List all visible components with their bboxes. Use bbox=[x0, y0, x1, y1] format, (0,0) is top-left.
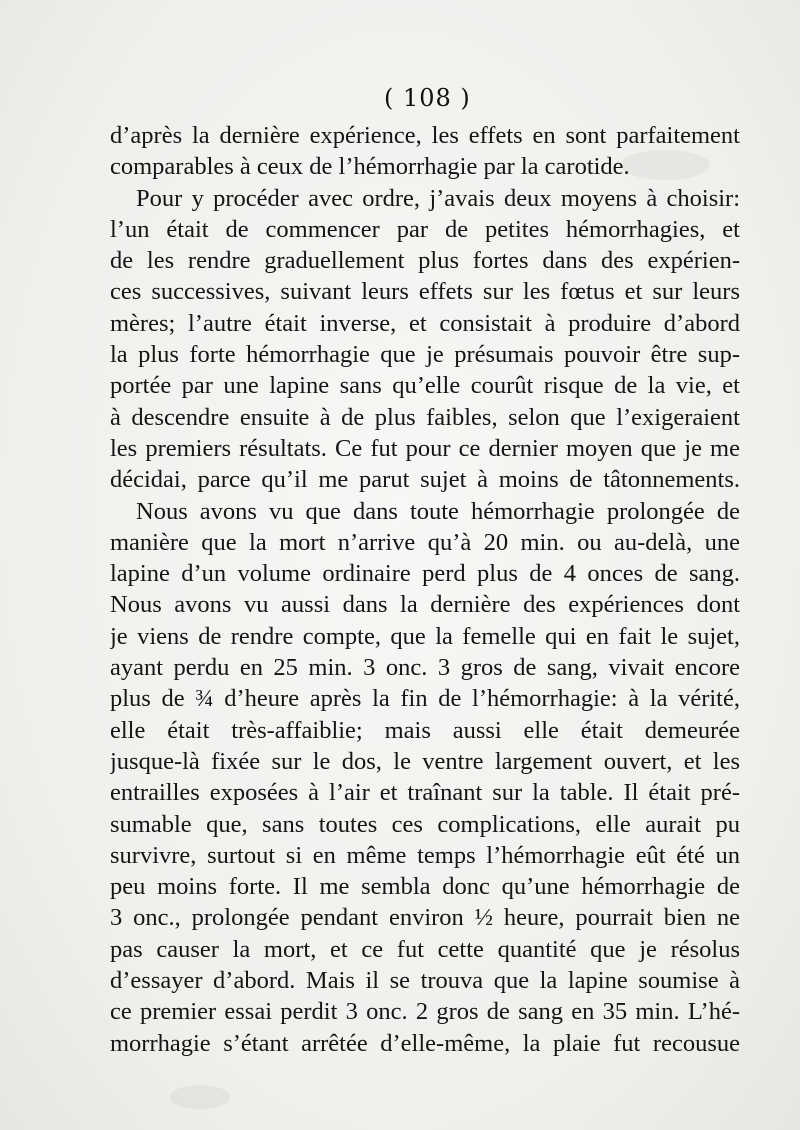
text-line: la plus forte hémorrhagie que je présumais pouvoir être sup- bbox=[110, 341, 740, 369]
text-line: ce premier essai perdit 3 onc. 2 gros de sang en 35 min. L’hé- bbox=[110, 998, 740, 1026]
text-line: survivre, surtout si en même temps l’hémorrhagie eût été un bbox=[110, 841, 740, 869]
text-line: l’un était de commencer par de petites hémorrhagies, et bbox=[110, 215, 740, 243]
text-line: manière que la mort n’arrive qu’à 20 min. ou au-delà, une bbox=[110, 528, 740, 556]
text-line: pas causer la mort, et ce fut cette quantité que je résolus bbox=[110, 935, 740, 963]
text-line: sumable que, sans toutes ces complications, elle aurait pu bbox=[110, 810, 740, 838]
text-line: décidai, parce qu’il me parut sujet à moins de tâtonnements. bbox=[110, 466, 740, 494]
text-line: mères; l’autre était inverse, et consistait à produire d’abord bbox=[110, 309, 740, 337]
text-line: d’après la dernière expérience, les effets en sont parfaitement bbox=[110, 122, 740, 149]
text-line: morrhagie s’étant arrêtée d’elle-même, la plaie fut recousue bbox=[110, 1029, 740, 1057]
text-line: ces successives, suivant leurs effets sur les fœtus et sur leurs bbox=[110, 278, 740, 306]
text-line: peu moins forte. Il me sembla donc qu’une hémorrhagie de bbox=[110, 873, 740, 901]
paragraph-start-line: Pour y procéder avec ordre, j’avais deux moyens à choisir: bbox=[136, 184, 740, 212]
text-line: lapine d’un volume ordinaire perd plus de 4 onces de sang. bbox=[110, 560, 740, 588]
text-line: les premiers résultats. Ce fut pour ce dernier moyen que je me bbox=[110, 434, 740, 462]
text-line: de les rendre graduellement plus fortes dans des expérien- bbox=[110, 247, 740, 275]
text-line: je viens de rendre compte, que la femelle qui en fait le sujet, bbox=[110, 622, 740, 650]
text-line: à descendre ensuite à de plus faibles, selon que l’exigeraient bbox=[110, 403, 740, 431]
paragraph-start-line: Nous avons vu que dans toute hémorrhagie prolongée de bbox=[136, 497, 740, 525]
page-number: ( 108 ) bbox=[384, 84, 471, 112]
paper-smudge bbox=[170, 1085, 230, 1109]
text-line: ayant perdu en 25 min. 3 onc. 3 gros de sang, vivait encore bbox=[110, 654, 740, 682]
text-line: d’essayer d’abord. Mais il se trouva que la lapine soumise à bbox=[110, 967, 740, 995]
text-line: plus de ¾ d’heure après la fin de l’hémorrhagie: à la vérité, bbox=[110, 685, 740, 713]
body-text bbox=[110, 120, 740, 1059]
text-line: Nous avons vu aussi dans la dernière des expériences dont bbox=[110, 591, 740, 619]
text-line: entrailles exposées à l’air et traînant sur la table. Il était pré- bbox=[110, 779, 740, 807]
text-line: portée par une lapine sans qu’elle courût risque de la vie, et bbox=[110, 372, 740, 400]
text-line: comparables à ceux de l’hémorrhagie par la carotide. bbox=[110, 153, 630, 181]
text-line: jusque-là fixée sur le dos, le ventre largement ouvert, et les bbox=[110, 747, 740, 775]
text-line: 3 onc., prolongée pendant environ ½ heure, pourrait bien ne bbox=[110, 904, 740, 932]
text-line: elle était très-affaiblie; mais aussi elle était demeurée bbox=[110, 716, 740, 744]
